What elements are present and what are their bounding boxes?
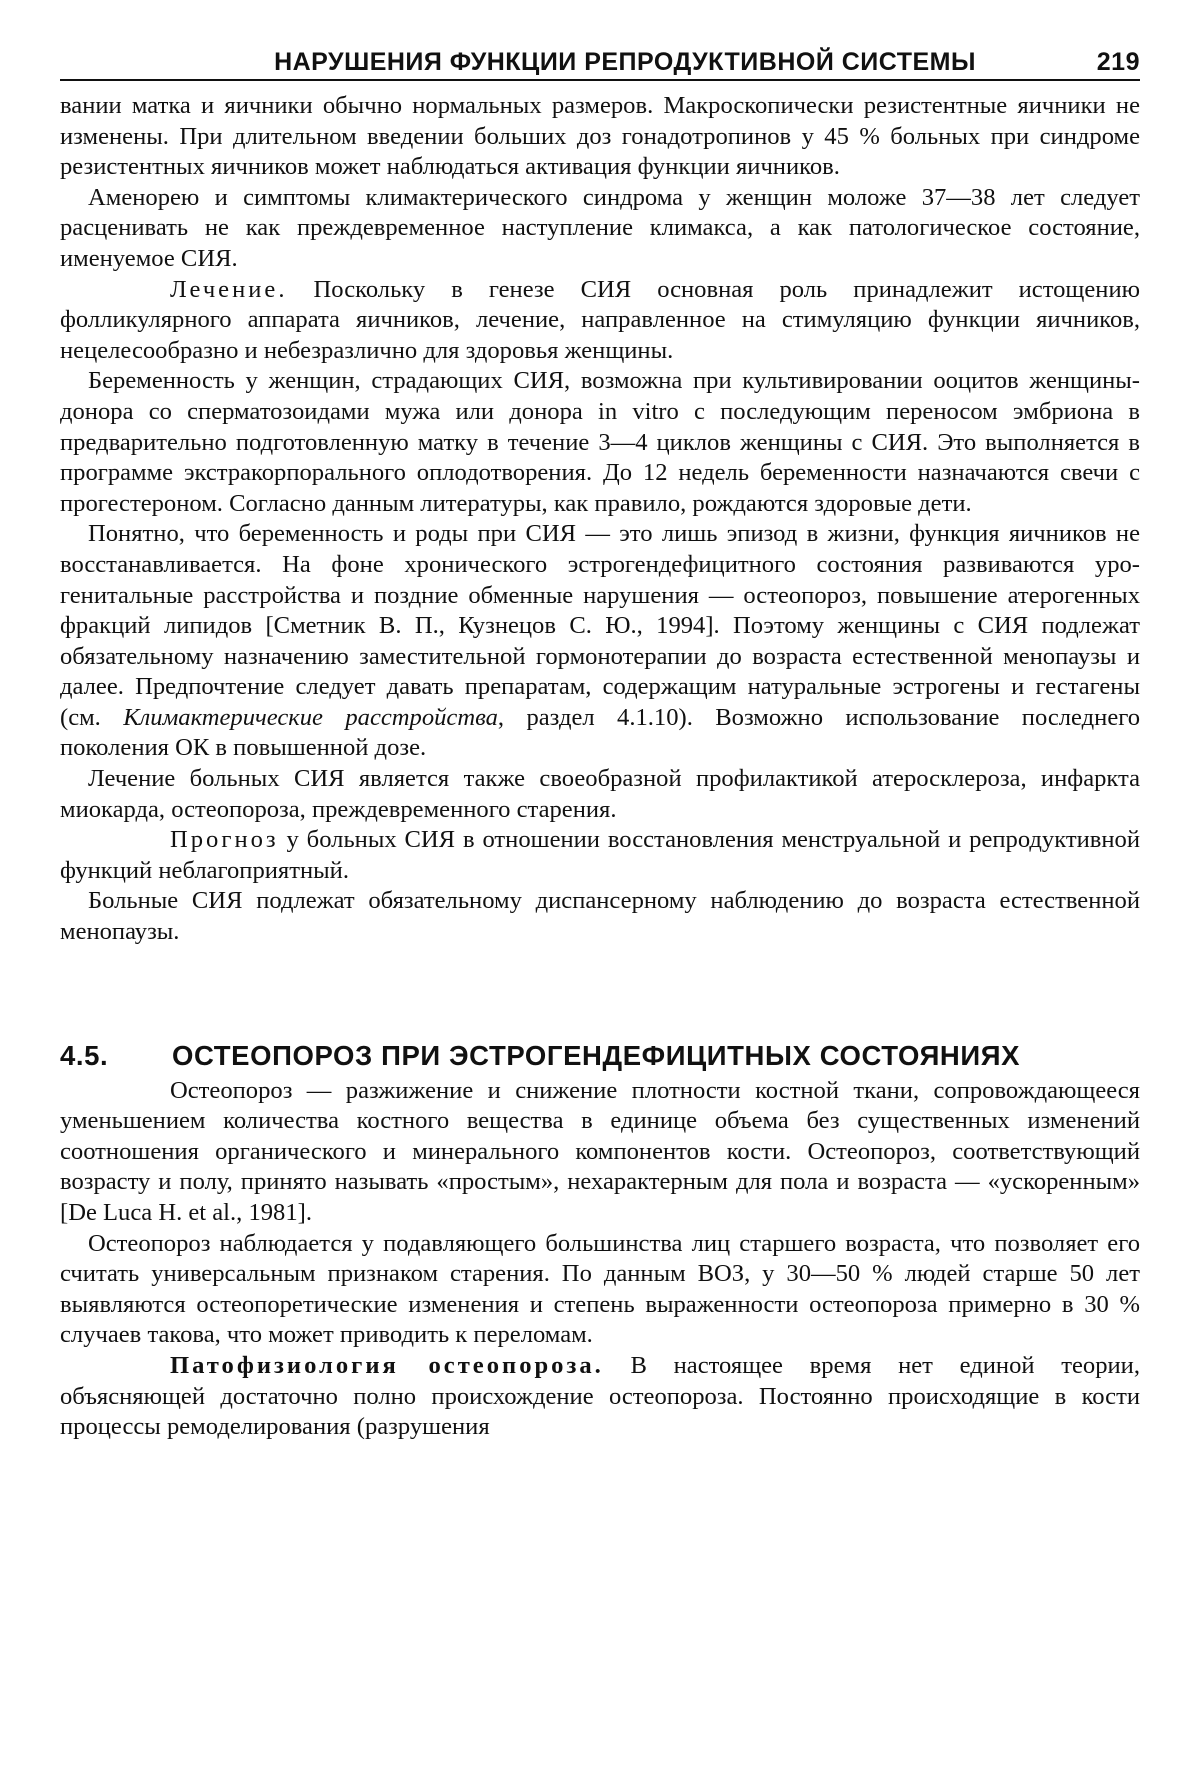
section-number: 4.5. bbox=[60, 1039, 109, 1071]
treatment-lead: Лечение. bbox=[170, 275, 288, 303]
running-header-title: НАРУШЕНИЯ ФУНКЦИИ РЕПРОДУКТИВНОЙ СИСТЕМЫ bbox=[274, 48, 976, 76]
section-heading bbox=[60, 1040, 1140, 1072]
page-number: 219 bbox=[1096, 48, 1140, 76]
pregnancy-text-end: , раздел 4.1.10). Возможно использование последнего поколения ОК в повышенной дозе. bbox=[60, 703, 1141, 762]
pregnancy-text-start: Понятно, что беременность и роды при СИЯ — это лишь эпизод в жизни, функция яичников не восстанавливается. На фоне хронического эстрогендефицитного состояния развиваются уро-генитальные расстройства и поздние обменные нарушения — остеопороз, повышение атерогенных фракций липидов [Сметник В. П., Кузнецов С. Ю., 1994]. Поэтому женщины с СИЯ подлежат обязательному назначению заместительной гормонотерапии до возраста естественной менопаузы и далее. Предпочтение следует давать препаратам, содержащим натуральные эстрогены и гестагены (см. bbox=[60, 520, 1140, 731]
pathophysiology-lead: Патофизиология остеопороза. bbox=[170, 1351, 604, 1379]
paragraph-pathophysiology bbox=[60, 1351, 1140, 1443]
paragraph-prevention: Лечение больных СИЯ является также своеобразной профилактикой атеросклероза, инфаркта миокарда, остеопороза, преждевременного старения. bbox=[60, 765, 1140, 823]
treatment-text: Поскольку в генезе СИЯ основная роль принадлежит истощению фолликулярного аппарата яичников, лечение, направленное на стимуляцию функции яичников, нецелесообразно и небезразлично для здоровья женщины. bbox=[60, 275, 1140, 364]
pathophysiology-text: В настоящее время нет единой теории, объясняющей достаточно полно происхождение остеопороза. Постоянно происходящие в кости процессы ремоделирования (разрушения bbox=[60, 1351, 1140, 1441]
running-header bbox=[60, 48, 1140, 81]
prognosis-text: у больных СИЯ в отношении восстановления менструальной и репродуктивной функций неблагоприятный. bbox=[60, 826, 1140, 884]
paragraph-osteoporosis-prevalence: Остеопороз наблюдается у подавляющего большинства лиц старшего возраста, что позволяет его считать универсальным признаком старения. По данным ВОЗ, у 30—50 % людей старше 50 лет выявляются остеопоретические изменения и степень выраженности остеопороза примерно в 30 % случаев такова, что может приводить к переломам. bbox=[60, 1229, 1140, 1349]
paragraph-followup: Больные СИЯ подлежат обязательному диспансерному наблюдению до возраста естественной менопаузы. bbox=[60, 887, 1140, 946]
paragraph-2: Аменорею и симптомы климактерического синдрома у женщин моложе 37—38 лет следует расценивать не как преждевременное наступление климакса, а как патологическое состояние, именуемое СИЯ. bbox=[60, 183, 1140, 272]
prognosis-lead: Прогноз bbox=[170, 826, 279, 854]
paragraph-treatment bbox=[60, 275, 1140, 367]
cross-reference: Климактерические расстройства bbox=[123, 703, 498, 731]
section-spacer bbox=[60, 948, 1140, 1040]
section-title: ОСТЕОПОРОЗ ПРИ ЭСТРОГЕНДЕФИЦИТНЫХ СОСТОЯНИЯХ bbox=[172, 1039, 1021, 1071]
paragraph-prognosis bbox=[60, 825, 1140, 886]
paragraph-1: вании матка и яичники обычно нормальных размеров. Макроскопически резистентные яичники не изменены. При длительном введении больших доз гонадотропинов у 45 % больных при синдроме резистентных яичников может наблюдаться активация функции яичников. bbox=[60, 92, 1140, 181]
paragraph-osteoporosis-definition: Остеопороз — разжижение и снижение плотности костной ткани, сопровождающееся уменьшением количества костного вещества в единице объема без существенных изменений соотношения органического и минерального компонентов кости. Остеопороз, соответствующий возрасту и полу, принято называть «простым», нехарактерным для пола и возраста — «ускоренным» [De Luca H. et al., 1981]. bbox=[60, 1076, 1140, 1226]
paragraph-pregnancy bbox=[60, 519, 1140, 764]
paragraph-pregnancy-donor: Беременность у женщин, страдающих СИЯ, возможна при культивировании ооцитов женщины-донора со сперматозоидами мужа или донора in vitro с последующим переносом эмбриона в предварительно подготовленную матку в течение 3—4 циклов женщины с СИЯ. Это выполняется в программе экстракорпорального оплодотворения. До 12 недель беременности назначаются свечи с прогестероном. Согласно данным литературы, как правило, рождаются здоровые дети. bbox=[60, 367, 1140, 517]
book-page bbox=[60, 48, 1140, 1443]
